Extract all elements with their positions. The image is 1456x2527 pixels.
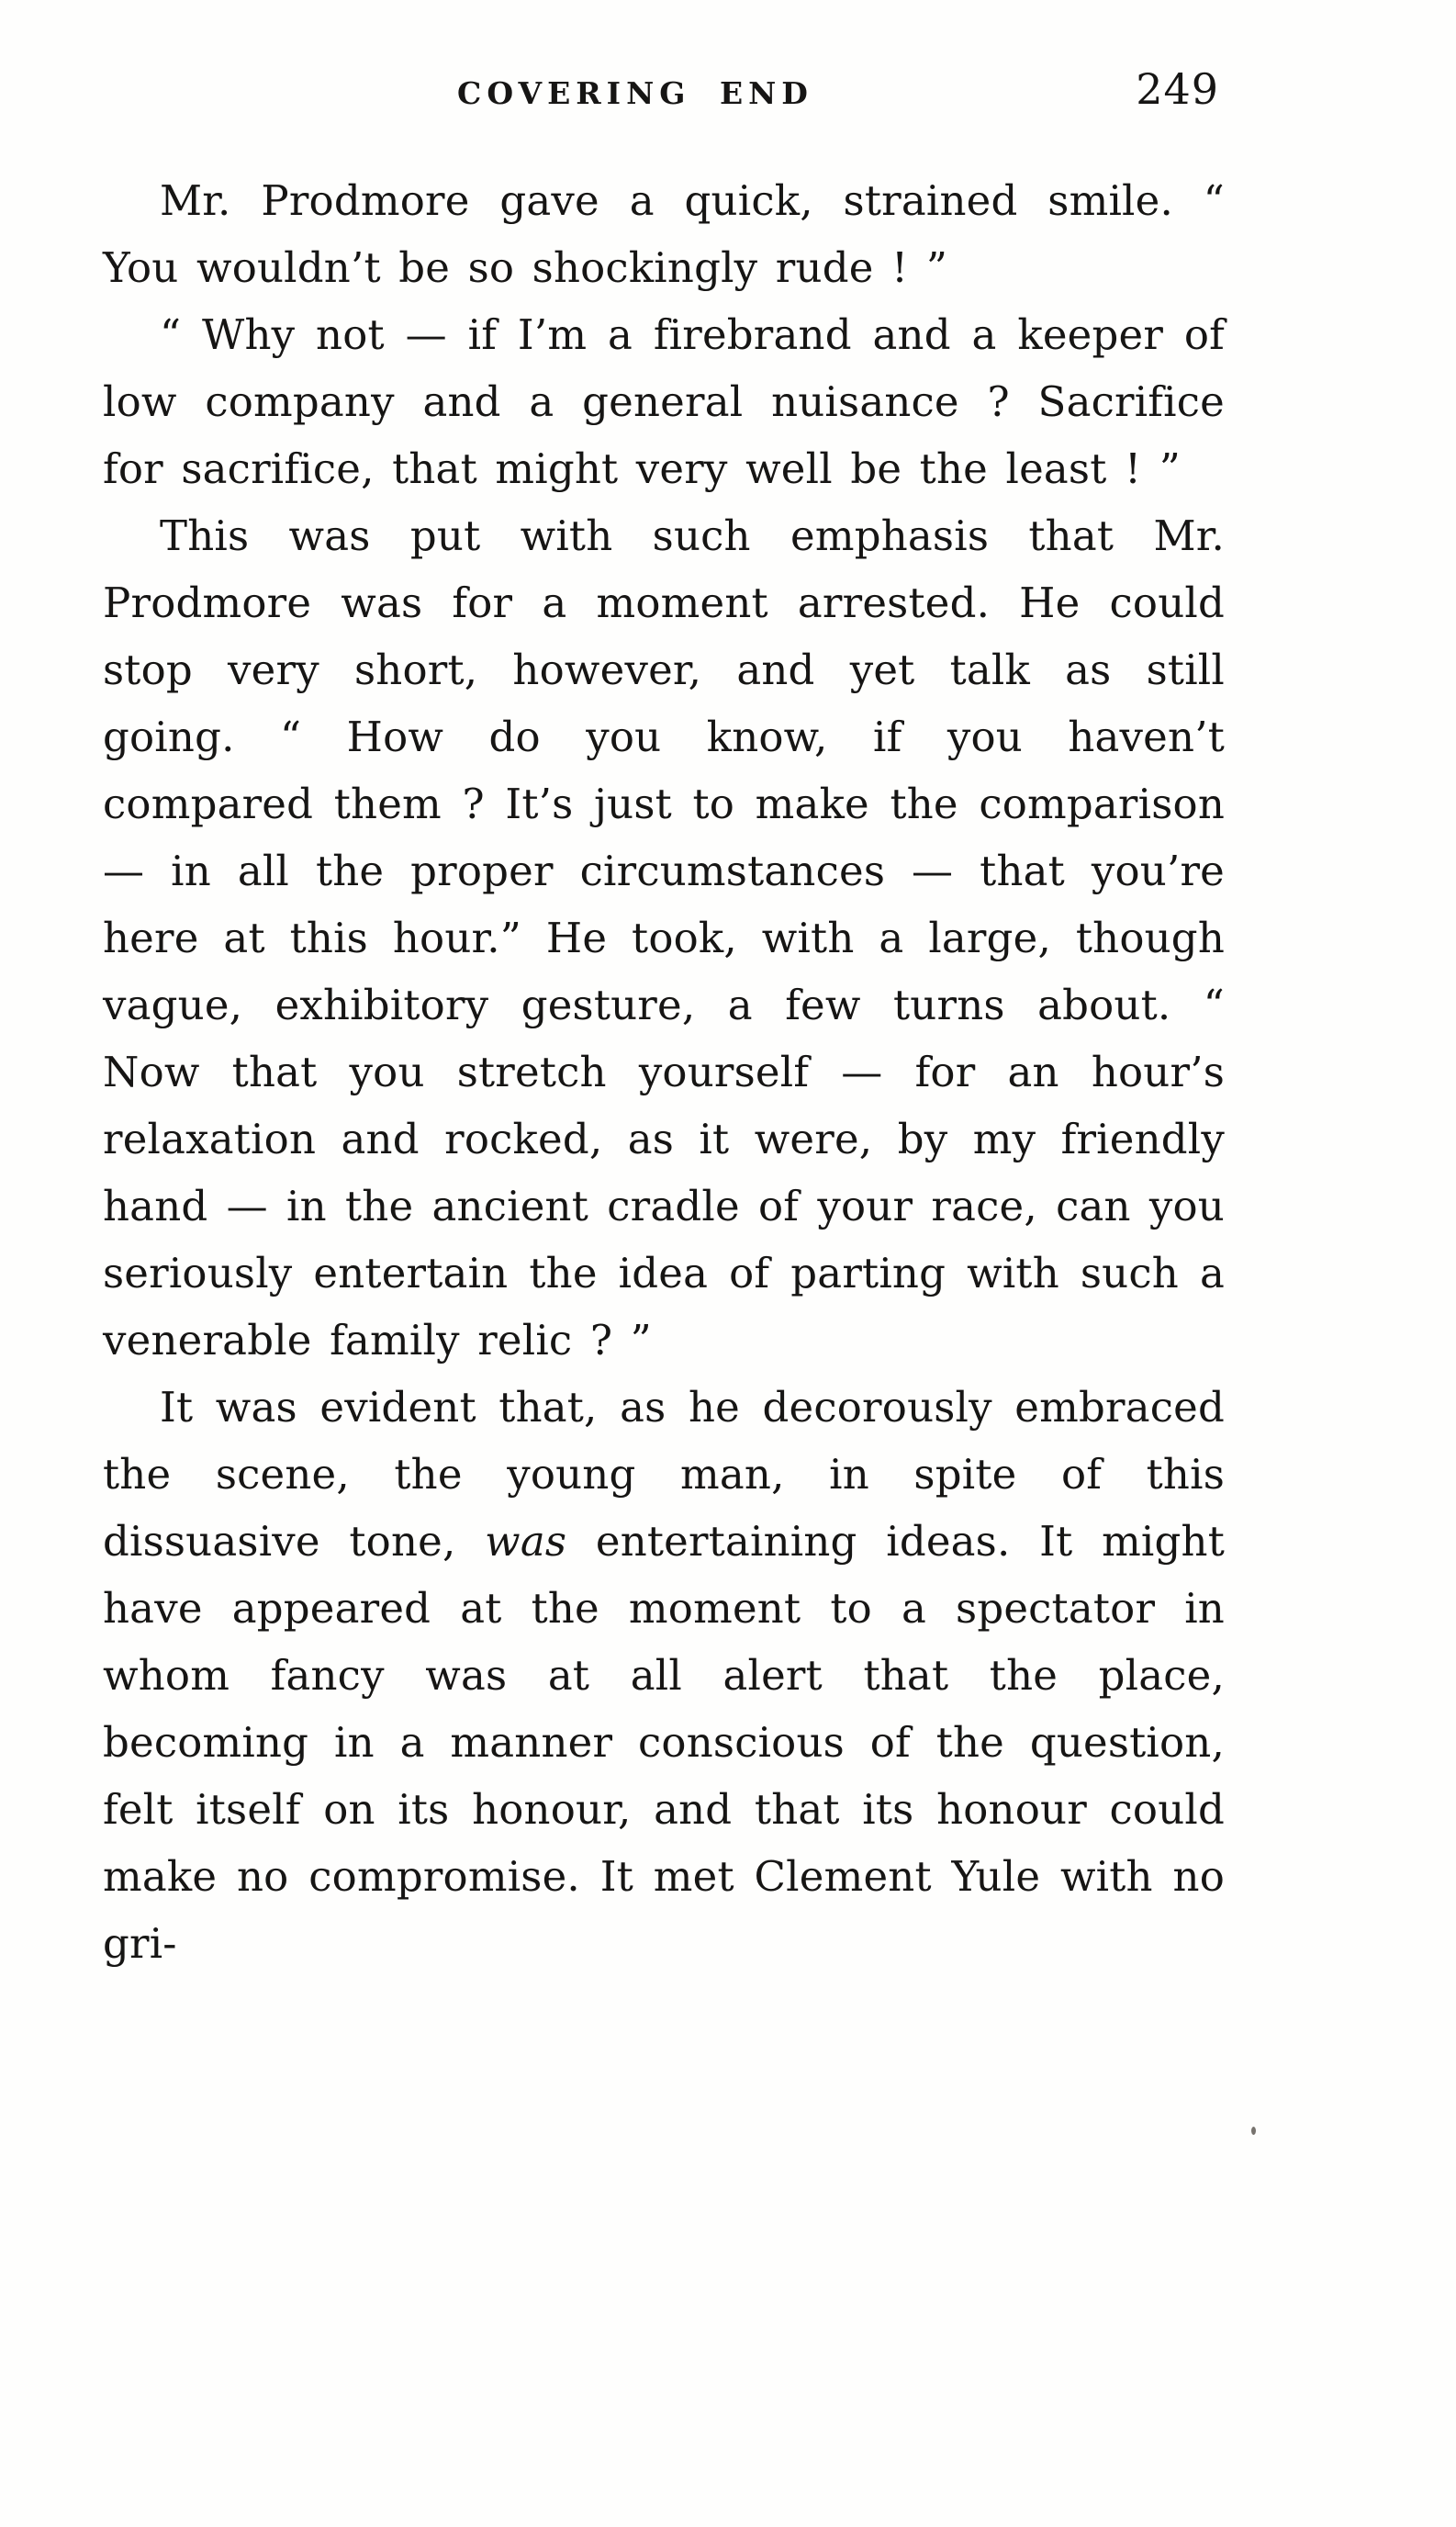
paragraph bbox=[103, 1374, 1225, 1977]
paragraph bbox=[103, 301, 1225, 502]
text-run: “ Why not — if I’m a firebrand and a keeper of low company and a general nuisance ? Sacrifice for sacrifice, that might very well be the least ! ” bbox=[103, 310, 1225, 493]
text-run: entertaining ideas. It might have appeared at the moment to a spectator in whom fancy was at all alert that the place, becoming in a manner conscious of the question, felt itself on its honour, and that its honour could make no compromise. It met Clement Yule with no gri- bbox=[103, 1517, 1225, 1968]
page-text bbox=[103, 167, 1225, 1977]
text-run: It was evident that, as he decorously embraced the scene, the young man, in spite of this dissuasive tone, bbox=[103, 1383, 1225, 1566]
italic-run: was bbox=[485, 1517, 567, 1566]
paragraph bbox=[103, 502, 1225, 1374]
page-number: 249 bbox=[1136, 64, 1219, 114]
scan-speck bbox=[1251, 2127, 1256, 2135]
running-title: COVERING END bbox=[457, 75, 813, 111]
paragraph bbox=[103, 167, 1225, 301]
text-run: Mr. Prodmore gave a quick, strained smile. “ You wouldn’t be so shockingly rude ! ” bbox=[103, 176, 1225, 292]
running-head bbox=[103, 64, 1225, 119]
text-run: This was put with such emphasis that Mr. Prodmore was for a moment arrested. He could stop very short, however, and yet talk as still going. “ How do you know, if you haven’t compared them ? It’s just to make the comparison — in all the proper circumstances — that you’re here at this hour.” He took, with a large, though vague, exhibitory gesture, a few turns about. “ Now that you stretch yourself — for an hour’s relaxation and rocked, as it were, by my friendly hand — in the ancient cradle of your race, can you seriously entertain the idea of parting with such a venerable family relic ? ” bbox=[103, 511, 1225, 1365]
